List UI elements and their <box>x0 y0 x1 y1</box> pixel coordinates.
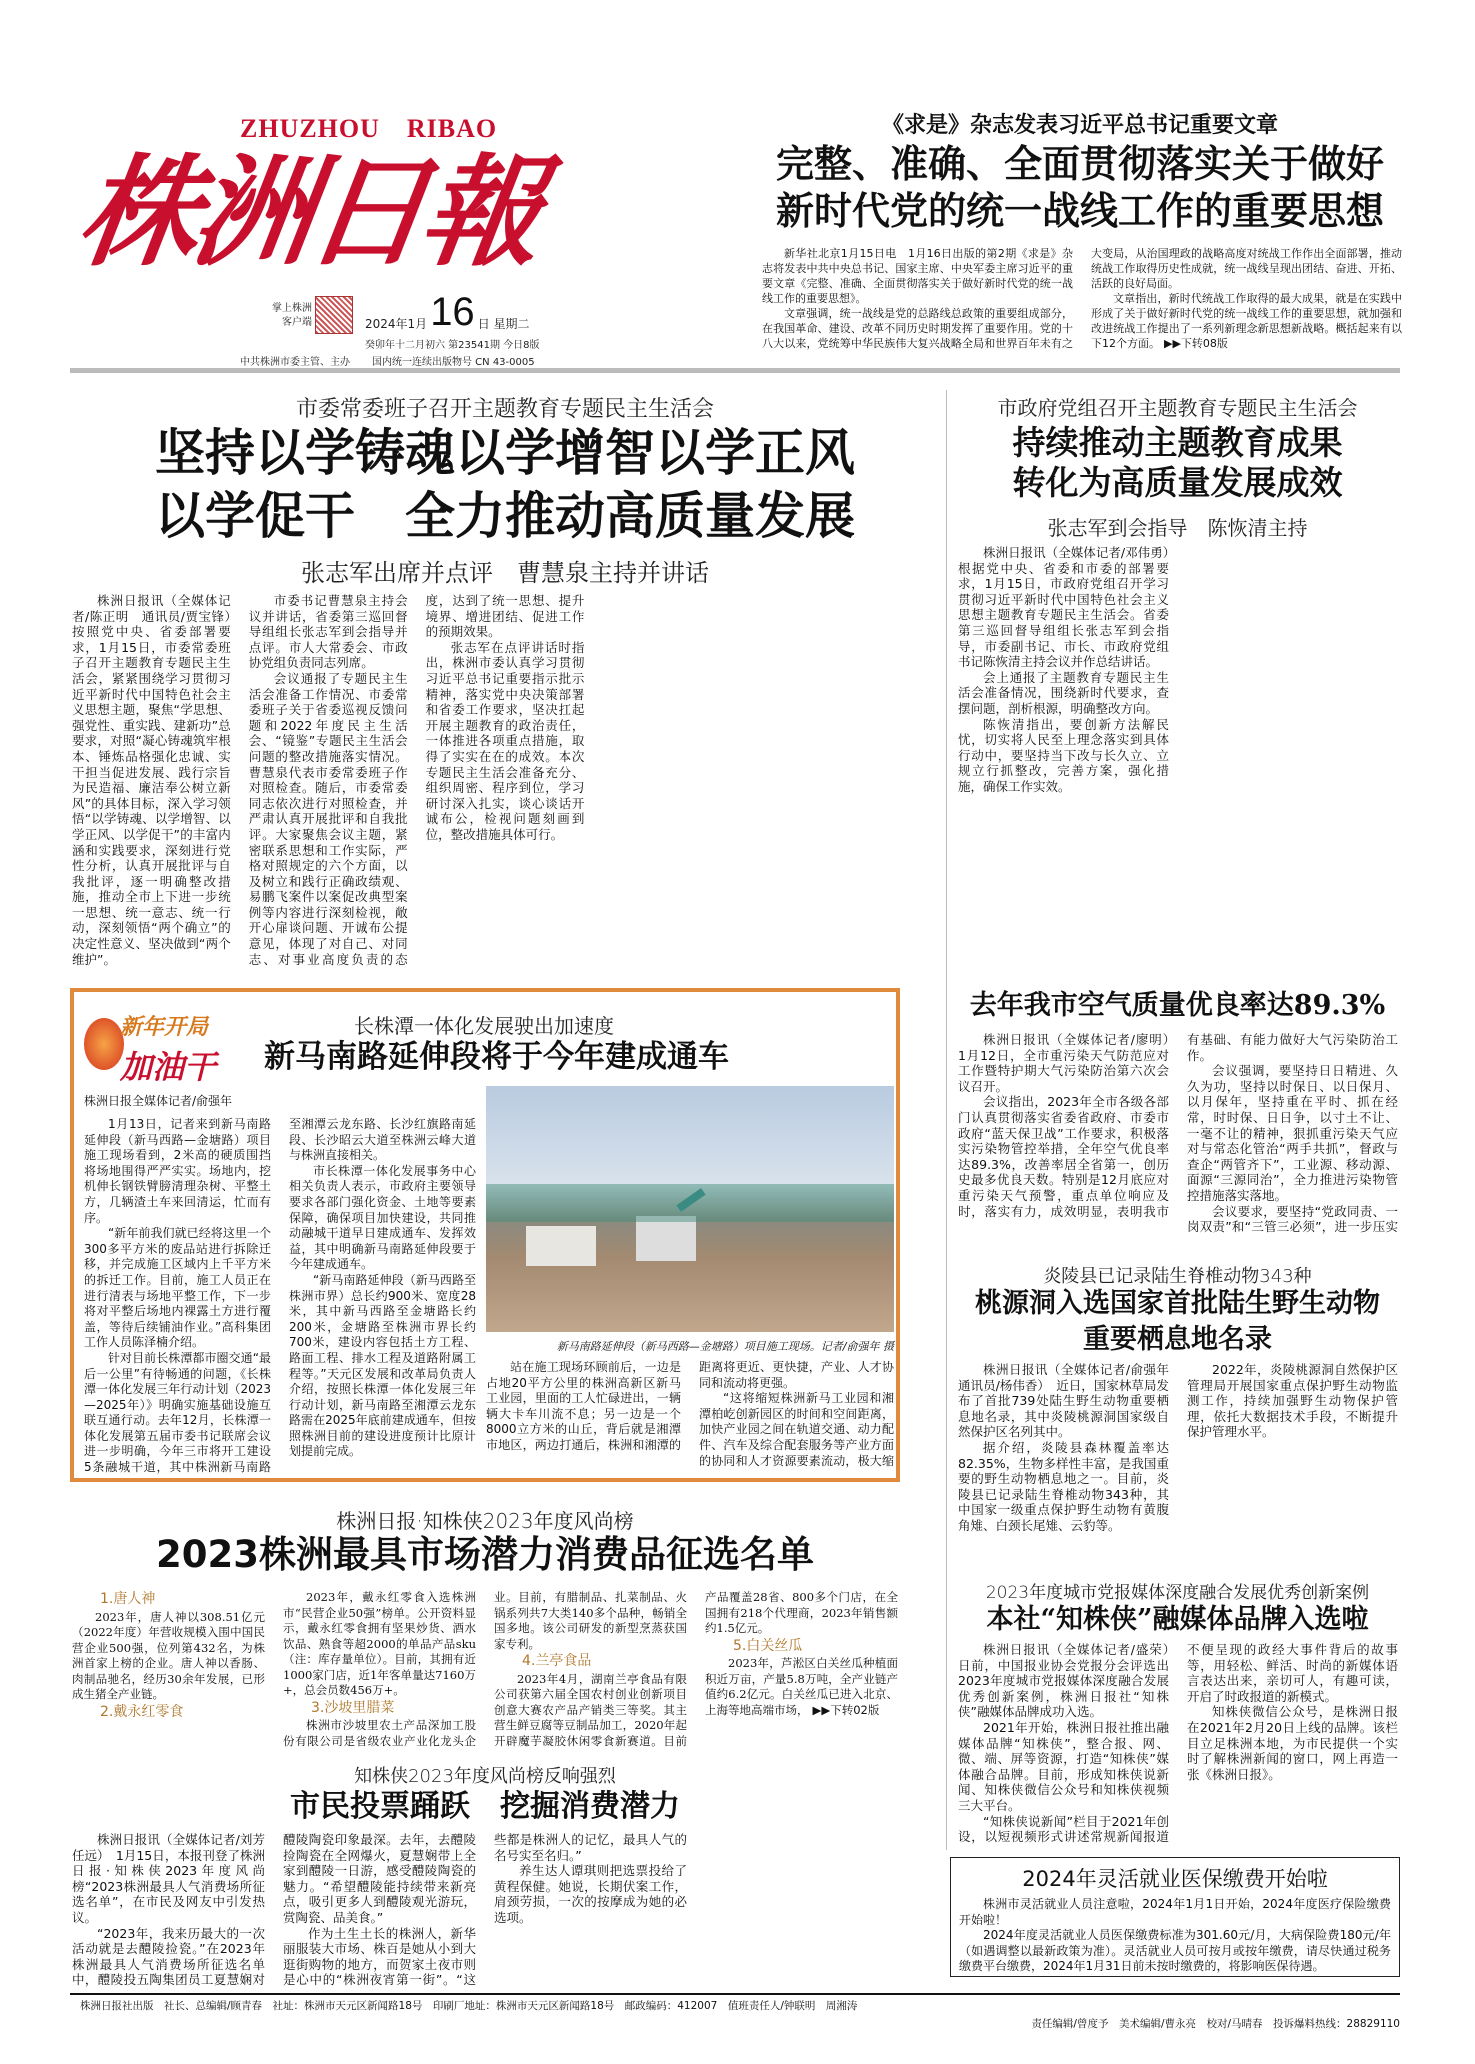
paragraph: 养生达人谭琪则把选票投给了黄程保健。她说，长期伏案工作，肩颈劳损，一次的按摩成为她的必选项。 <box>494 1863 687 1925</box>
paragraph: 张志军在点评讲话时指出，株洲市委认真学习贯彻习近平总书记重要指示批示精神，落实党中央决策部署和省委工作要求，坚决扛起开展主题教育的政治责任，一体推进各项重点措施，取得了实实在在的成效。本次专题民主生活会准备充分、组织周密、程序到位，学习研讨深入扎实，谈心谈话开诚布公，检视问题刻画到位，整改措施具体可行。 <box>425 639 585 842</box>
masthead-divider <box>70 368 1400 373</box>
badge-line-1: 新年开局 <box>120 1015 209 1040</box>
paragraph: 市长株潭一体化发展事务中心相关负责人表示，市政府主要领导要求各部门强化资金、土地等要素保障，确保项目加快建设，共同推动融城干道早日建成通车、发挥效益，其中明确新马南路延伸段要于今年建成通车。 <box>289 1163 476 1272</box>
paragraph: 市委书记曹慧泉主持会议并讲话，省委第三巡回督导组组长张志军到会指导并点评。市人大常委会、市政协党组负责同志列席。 <box>248 593 408 671</box>
paragraph: 据介绍，炎陵县森林覆盖率达82.35%，生物多样性丰富，是我国重要的野生动物栖息地之一。目前，炎陵县已记录陆生脊椎动物343种，其中国家一级重点保护野生动物有黄腹角雉、白颈长尾雉、云豹等。 <box>958 1439 1169 1533</box>
paragraph: “2023年，我来历最大的一次活动就是去醴陵捡瓷。”在2023年株洲最具人气消费场所征选名单中，醴陵投五陶集团员工夏慧娴对醴陵陶瓷印象最深。去年，去醴陵捡陶瓷在全网爆火，夏慧娴带上全家到醴陵一日游，感受醴陵陶瓷的魅力。“希望醴陵能持续带来新亮点，吸引更多人到醴陵观光游玩，赏陶瓷、品美食。” <box>72 1832 476 1988</box>
vote-title: 市民投票踊跃 挖掘消费潜力 <box>290 1789 680 1824</box>
lead-body <box>762 246 1402 358</box>
notice-title: 2024年灵活就业医保缴费开始啦 <box>1022 1867 1328 1891</box>
sponsor: 中共株洲市委主管、主办 <box>240 357 350 368</box>
date-prefix: 2024年1月 <box>365 317 428 331</box>
app-label: 掌上株洲 客户端 <box>272 303 312 328</box>
footer-publisher: 株洲日报社出版 社长、总编辑/顾青春 社址：株洲市天元区新闻路18号 印刷厂地址：株洲市天元区新闻路18号 邮政编码：412007 值班责任人/钟联明 周湘涛 <box>80 2000 858 2012</box>
wild-body <box>958 1362 1398 1547</box>
paragraph: 株洲日报讯（全媒体记者/刘芳任远） 1月15日，本报刊登了株洲日报·知株侠2023年度风尚榜“2023株洲最具人气消费场所征选名单”，在市民及网友中引发热议。 <box>72 1832 265 1925</box>
notice-paragraph: 2024年度灵活就业人员医保缴费标准为301.60元/月，大病保险费180元/年（如遇调整以最新政策为准）。灵活就业人员可按月或按年缴费，请尽快通过税务缴费平台缴费，2024年1月31日前未按时缴费的，将影响医保待遇。 <box>959 1928 1391 1973</box>
paragraph: “新年前我们就已经将这里一个300多平方米的废品站进行拆除迁移，并完成施工区域内上千平方米的拆迁工作。目前，施工人员正在进行清表与场地平整工作，下一步将对平整后场地内裸露土方进行覆盖，等待后续铺油作业。”高科集团工作人员陈泽楠介绍。 <box>84 1226 271 1350</box>
paragraph: 株洲日报讯（全媒体记者/邓伟勇） 根据党中央、省委和市委的部署要求，1月15日，市政府党组召开学习贯彻习近平新时代中国特色社会主义思想主题教育专题民主生活会。省委第三巡回督导组组长张志军到会指导，市委副书记、市长、市政府党组书记陈恢清主持会议并作总结讲话。 <box>958 545 1182 670</box>
paragraph: 会议强调，要坚持日日精进、久久为功，坚持以时保日、以日保月、以月保年，坚持重在平时、抓在经常，时时保、日日争，以寸土不让、一毫不让的精神，狠抓重污染天气应对与常态化管治“两手共抓”，督政与查企“两管齐下”，工业源、移动源、面源“三源同治”，全力推进污染物管控措施落实落地。 <box>1187 1063 1398 1203</box>
notice-paragraph: 株洲市灵活就业人员注意啦，2024年1月1日开始，2024年度医疗保险缴费开始啦！ <box>959 1897 1391 1927</box>
wild-title-1: 桃源洞入选国家首批陆生野生动物 <box>975 1288 1380 1319</box>
paragraph: 文章强调，统一战线是党的总路线总政策的重要组成部分，在我国革命、建设、改革不同历史时期发挥了重要作用。党的十八大以来，党统筹中华民族伟大复兴战略全局和世界百年未有之大变局，从治国理政的战略高度对统战工作作出全面部署，推动统战工作取得历史性成就，统一战线呈现出团结、奋进、开拓、活跃的良好局面。 <box>762 247 1402 350</box>
main-title-1: 坚持以学铸魂以学增智以学正风 <box>155 424 855 482</box>
side-kicker: 市政府党组召开主题教育专题民主生活会 <box>997 396 1358 420</box>
paragraph: 2022年，炎陵桃源洞自然保护区管理局开展国家重点保护野生动物监测工作，持续加强野生动物保护管理，依托大数据技术手段，不断提升保护管理水平。 <box>1187 1362 1398 1440</box>
paragraph: 株洲日报讯（全媒体记者/盛荣） 日前，中国报业协会党报分会评选出2023年度城市党报媒体深度融合发展优秀创新案例，株洲日报社“知株侠”融媒体品牌成功入选。 <box>958 1642 1182 1720</box>
construction-site-photo <box>486 1086 894 1332</box>
badge-line-2: 加油干 <box>120 1048 217 1086</box>
fence-shape <box>486 1184 894 1222</box>
side-body <box>958 545 1398 960</box>
paragraph: 知株侠微信公众号，是株洲日报在2021年2月20日上线的品牌。该栏目立足株洲本地，为市民提供一个实时了解株洲新闻的窗口，网上再造一张《株洲日报》。 <box>1187 1704 1398 1782</box>
date-day: 16 <box>430 290 475 334</box>
paragraph: 陈恢清指出，要创新方法解民忧，切实将人民至上理念落实到具体行动中，要坚持当下改与长久立、立规立行抓整改，完善方案，强化措施，确保工作实效。 <box>958 716 1169 794</box>
main-kicker: 市委常委班子召开主题教育专题民主生活会 <box>295 397 714 422</box>
paragraph: 株洲日报讯（全媒体记者/陈正明 通讯员/贾宝锋） 按照党中央、省委部署要求，1月15日，市委常委班子召开主题教育专题民主生活会，紧紧围绕学习贯彻习近平新时代中国特色社会主义思想主题，聚焦“学思想、强党性、重实践、建新功”总要求，对照“凝心铸魂筑牢根本、锤炼品格强化忠诚、实干担当促进发展、践行宗旨为民造福、廉洁奉公树立新风”的具体目标，深入学习领悟“以学铸魂、以学增智、以学正风、以学促干”的丰富内涵和实践要求，深刻进行党性分析，认真开展批评与自我批评，逐一明确整改措施，推动全市上下进一步统一思想、统一意志、统一行动，深刻领悟“两个确立”的决定性意义、坚决做到“两个维护”。 <box>72 593 244 967</box>
list-jump-text: ▶▶下转02版 <box>812 1702 880 1717</box>
list-kicker: 株洲日报·知株侠2023年度风尚榜 <box>336 1509 634 1533</box>
side-subtitle: 张志军到会指导 陈恢清主持 <box>1047 516 1308 540</box>
insurance-notice-box <box>950 1857 1400 1977</box>
paragraph: 针对目前长株潭都市圈交通“最后一公里”有待畅通的问题，《长株潭一体化发展三年行动计划（2023—2025年）》明确实施基础设施互联互通行动。去年12月，长株潭一体化发展第五届市委书记联席会议进一步明确，今年三市将开工建设5条融城干道，其中株洲新马南路至湘潭云龙东路、长沙红旗路南延段、长沙昭云大道至株洲云峰大道与株洲直接相关。 <box>84 1117 476 1475</box>
list-item-text: 2023年，芦淞区白关丝瓜种植面积近万亩，产量5.8万吨，全产业链产值约6.2亿元。白关丝瓜已进入北京、上海等地高端市场， ▶▶下转02版 <box>705 1656 898 1717</box>
masthead-logo: 株洲日報 <box>70 142 546 283</box>
paragraph: 文章指出，新时代统战工作取得的最大成果，就是在实践中形成了关于做好新时代党的统一战线工作的重要思想，就加强和改进统战工作提出了一系列新理念新思想新战略。概括起来有以下12个方面。 ▶▶下转08版 <box>1091 292 1402 350</box>
feature-kicker: 长株潭一体化发展驶出加速度 <box>354 1014 614 1038</box>
media-body <box>958 1642 1398 1847</box>
vote-body <box>72 1832 898 1990</box>
feature-body-continued <box>486 1360 894 1478</box>
list-item-text: 2023年4月，湖南兰亭食品有限公司获第六届全国农村创业创新项目创意大赛农产品产销类三等奖。其主营生鲜豆腐等豆制品加工，2020年起开辟魔芋凝胶休闲零食新赛道。目前产品覆盖28省、800多个门店，在全国拥有218个代理商，2023年销售额约1.5亿元。 <box>494 1590 898 1748</box>
lead-jump-link[interactable] <box>1164 337 1228 350</box>
feature-body <box>84 1117 476 1477</box>
paragraph: “知株侠说新闻”栏目于2021年创设，以短视频形式讲述常规新闻报道不便呈现的政经大事件背后的故事等，用轻松、鲜活、时尚的新媒体语言表达出来，亲切可人，有趣可读，开启了时政报道的新模式。 <box>958 1642 1398 1845</box>
list-item-text: 2023年，戴永红零食入选株洲市“民营企业50强”榜单。公开资料显示，戴永红零食拥有坚果炒货、酒水饮品、熟食等超2000的单品产品sku（注：库存量单位）。目前，其拥有近1000家门店，近1年客单量达7160万+，总会员数456万+。 <box>283 1590 476 1697</box>
paragraph: 2021年开始，株洲日报社推出融媒体品牌“知株侠”，整合报、网、微、端、屏等资源，打造“知株侠”媒体融合品牌。目前，形成知株侠说新闻、知株侠微信公众号和知株侠视频三大平台。 <box>958 1719 1169 1813</box>
paragraph: 株洲日报讯（全媒体记者/俞强年 通讯员/杨伟香） 近日，国家林草局发布了首批739处陆生野生动物重要栖息地名录，其中炎陵桃源洞国家级自然保护区名列其中。 <box>958 1362 1182 1440</box>
lead-title-1: 完整、准确、全面贯彻落实关于做好 <box>775 142 1384 186</box>
footer-editors: 责任编辑/曾度予 美术编辑/曹永亮 校对/马晴春 投诉爆料热线：28829110 <box>1031 2018 1400 2030</box>
list-item-text: 2023年，唐人神以308.51亿元（2022年度）年营收规模入围中国民营企业500强，位列第432名，为株洲首家上榜的企业。唐人神以香肠、肉制品驰名，经历30余年发展，已形成生猪全产业链。 <box>72 1609 265 1701</box>
paragraph: “这将缩短株洲新马工业园和湘潭柏屹创新园区的时间和空间距离，加快产业园之间在轨道交通、动力配件、汽车及综合配套服务等产业方面的协同和人才资源要素流动，极大缩 <box>699 1391 894 1468</box>
date-suffix: 日 星期二 <box>477 317 530 331</box>
list-body <box>72 1590 898 1750</box>
paragraph: 作为土生土长的株洲人，新华丽服装大市场、株百是她从小到大逛街购物的地方，而贺家土夜市则是心中的“株洲夜宵第一街”。“这些都是株洲人的记忆，最具人气的名号实至名归。” <box>283 1832 687 1988</box>
truck-shape <box>526 1226 596 1266</box>
paragraph: 会议指出，2023年全市各级各部门认真贯彻落实省委省政府、市委市政府“蓝天保卫战”工作要求，积极落实污染物管控举措，全年空气优良率达89.3%，改善率居全省第一，创历史最多优良天数。特别是12月底应对重污染天气预警，重点单位响应及时，落实有力，成效明显，表明我市有基础、有能力做好大气污染防治工作。 <box>958 1032 1398 1219</box>
feature-box <box>70 988 900 1482</box>
new-year-badge <box>84 1008 264 1088</box>
feature-title: 新马南路延伸段将于今年建成通车 <box>264 1039 729 1075</box>
air-title: 去年我市空气质量优良率达89.3% <box>969 990 1386 1021</box>
lead-title-2: 新时代党的统一战线工作的重要思想 <box>775 189 1384 233</box>
paragraph: 会上通报了主题教育专题民主生活会准备情况，围绕新时代要求，查摆问题，剖析根源，明确整改方向。 <box>958 669 1169 716</box>
paragraph: 1月13日，记者来到新马南路延伸段（新马西路—金塘路）项目施工现场看到，2米高的硬质围挡将场地围得严严实实。场地内，挖机伸长钢铁臂膀清理杂树、平整土方，几辆渣土车来回清运，忙而有序。 <box>84 1117 271 1225</box>
paragraph: 会议通报了专题民主生活会准备工作情况、市委常委班子关于省委巡视反馈问题和2022年度民主生活会、“镜鉴”专题民主生活会问题的整改措施落实情况。曹慧泉代表市委常委班子作对照检查。随后，市委常委同志依次进行对照检查，并严肃认真开展批评和自我批评。大家聚焦会议主题，紧密联系思想和工作实际，严格对照规定的六个方面，以及树立和践行正确政绩观、易鹏飞案件以案促改典型案例等内容进行深刻检视，敞开心扉谈问题、开诚布公提意见，体现了对自己、对同志、对事业高度负责的态度，达到了统一思想、提升境界、增进团结、促进工作的预期效果。 <box>248 593 585 967</box>
list-item-name: 5.白关丝瓜 <box>733 1637 803 1654</box>
truck-shape <box>636 1216 696 1261</box>
list-item-name: 2.戴永红零食 <box>100 1703 184 1720</box>
lantern-icon <box>84 1018 124 1070</box>
list-jump-link[interactable] <box>813 1703 880 1717</box>
paragraph: “新马南路延伸段（新马西路至株洲市界）总长约900米、宽度28米，其中新马西路至金塘路长约200米，金塘路至株洲市界长约700米，建设内容包括土方工程、路面工程、排水工程及道路附属工程等。”天元区发展和改革局负责人介绍，按照长株潭一体化发展三年行动计划，新马南路至湘潭云龙东路需在2025年底前建成通车，但按照株洲目前的建设进度预计比原计划提前完成。 <box>289 1272 476 1459</box>
lead-jump-text: ▶▶下转08版 <box>1164 337 1228 350</box>
lead-kicker: 《求是》杂志发表习近平总书记重要文章 <box>881 113 1278 138</box>
photo-caption: 新马南路延伸段（新马西路—金塘路）项目施工现场。记者/俞强年 摄 <box>556 1340 894 1353</box>
feature-byline: 株洲日报全媒体记者/俞强年 <box>84 1094 233 1108</box>
media-title: 本社“知株侠”融媒体品牌入选啦 <box>986 1604 1369 1635</box>
column-divider <box>946 390 947 1850</box>
list-item-text: 株洲市沙坡里农土产品深加工股份有限公司是省级农业产业化龙头企业。目前，有腊制品、扎菜制品、火锅系列共7大类140多个品种，畅销全国多地。该公司研发的新型烹蒸获国家专利。 <box>283 1590 687 1748</box>
list-item-name: 1.唐人神 <box>100 1591 156 1607</box>
list-item-name: 4.兰亭食品 <box>522 1653 592 1669</box>
main-subtitle: 张志军出席并点评 曹慧泉主持并讲话 <box>301 559 709 587</box>
list-title: 2023株洲最具市场潜力消费品征选名单 <box>156 1533 814 1576</box>
paragraph: 站在施工现场环顾前后，一边是占地20平方公里的株洲高新区新马工业园，里面的工人忙碌进出，一辆辆大卡车川流不息；另一边是一个8000立方米的山丘，背后就是湘潭市地区，两边打通后，株洲和湘潭的距离将更近、更快捷，产业、人才协同和流动将更强。 <box>486 1360 894 1452</box>
paragraph: 新华社北京1月15日电 1月16日出版的第2期《求是》杂志将发表中共中央总书记、国家主席、中央军委主席习近平的重要文章《完整、准确、全面贯彻落实关于做好新时代党的统一战线工作的重要思想》。 <box>762 247 1073 305</box>
side-title-2: 转化为高质量发展成效 <box>1012 463 1343 502</box>
masthead-name-en: ZHUZHOU RIBAO <box>240 114 498 143</box>
air-body <box>958 1032 1398 1237</box>
paragraph: 会议要求，要坚持“党政同责、一岗双责”和“三管三必须”，进一步压实 <box>1187 1203 1398 1235</box>
main-body <box>72 593 938 973</box>
qr-code-icon[interactable] <box>315 296 353 334</box>
vote-kicker: 知株侠2023年度风尚榜反响强烈 <box>354 1766 616 1787</box>
side-title-1: 持续推动主题教育成果 <box>1012 423 1343 462</box>
paragraph: 株洲日报讯（全媒体记者/廖明） 1月12日，全市重污染天气防范应对工作暨特护期大气污染防治第六次会议召开。 <box>958 1032 1182 1094</box>
wild-title-2: 重要栖息地名录 <box>1083 1324 1272 1355</box>
issue-date <box>365 292 530 332</box>
wild-kicker: 炎陵县已记录陆生脊椎动物343种 <box>1043 1266 1312 1287</box>
cn-number: 国内统一连续出版物号 CN 43-0005 <box>372 357 535 368</box>
media-kicker: 2023年度城市党报媒体深度融合发展优秀创新案例 <box>985 1583 1370 1603</box>
list-item-name: 3.沙坡里腊菜 <box>311 1699 395 1716</box>
lunar-issue: 癸卯年十二月初六 第23541期 今日8版 <box>365 340 540 351</box>
footer-rule <box>70 1993 1400 1995</box>
main-title-2: 以学促干 全力推动高质量发展 <box>155 487 855 545</box>
